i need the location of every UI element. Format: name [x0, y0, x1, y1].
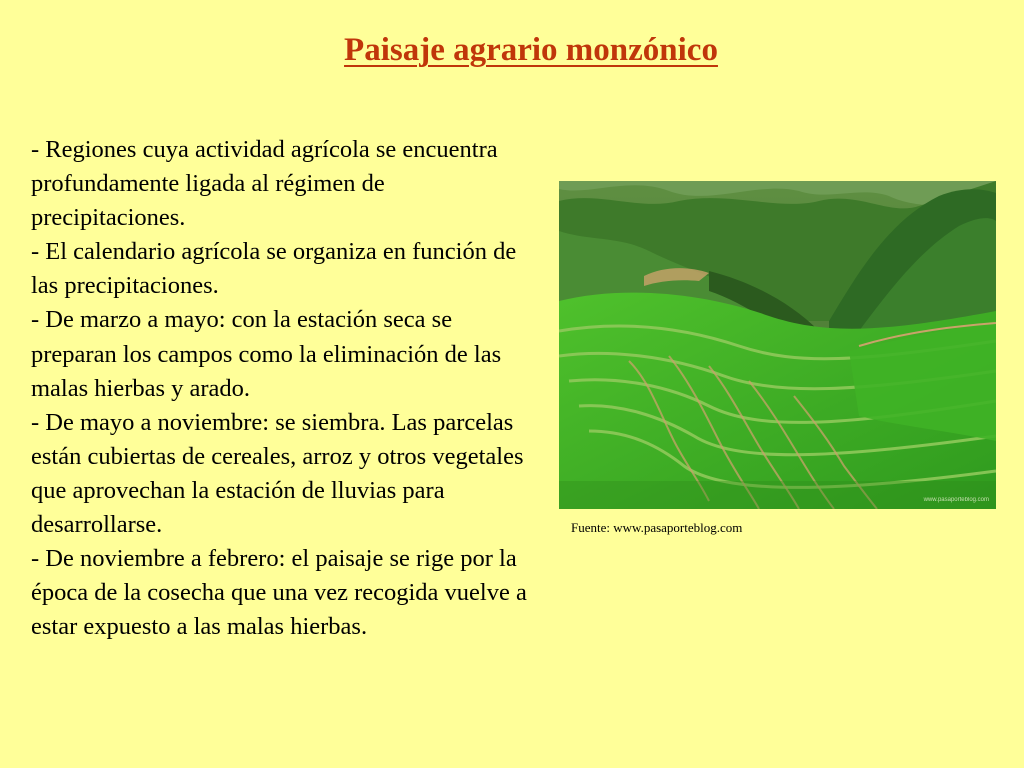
body-text	[31, 133, 541, 644]
paragraph-3: - De marzo a mayo: con la estación seca se preparan los campos como la eliminación de las malas hierbas y arado.	[31, 306, 502, 402]
paragraph-5: - De noviembre a febrero: el paisaje se rige por la época de la cosecha que una vez recogida vuelve a estar expuesto a las malas hierbas.	[31, 545, 527, 641]
slide-title: Paisaje agrario monzónico	[344, 32, 718, 68]
paragraph-1: - Regiones cuya actividad agrícola se encuentra profundamente ligada al régimen de precipitaciones.	[31, 136, 498, 232]
image-caption: Fuente: www.pasaporteblog.com	[571, 520, 743, 535]
paragraph-4: - De mayo a noviembre: se siembra. Las parcelas están cubiertas de cereales, arroz y otros vegetales que aprovechan la estación de lluvias para desarrollarse.	[31, 408, 524, 539]
rice-terraces-photo	[559, 181, 996, 509]
photo-watermark: www.pasaporteblog.com	[923, 497, 989, 503]
paragraph-2: - El calendario agrícola se organiza en función de las precipitaciones.	[31, 238, 517, 300]
